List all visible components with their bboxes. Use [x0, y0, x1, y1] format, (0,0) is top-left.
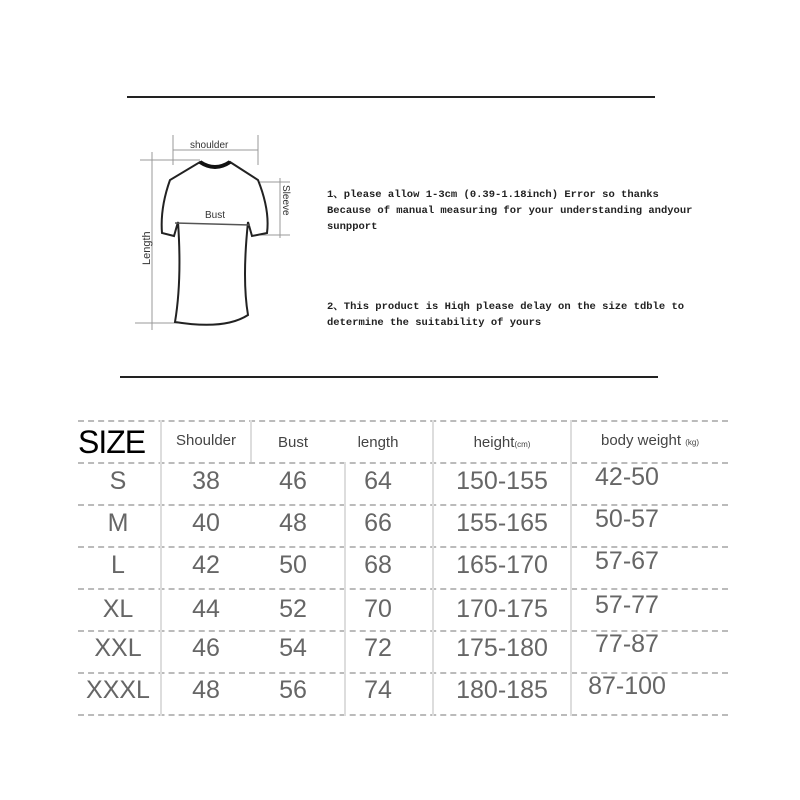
cell-length: 64 [364, 467, 392, 495]
sleeve-label: Sleeve [280, 185, 291, 216]
cell-length: 74 [364, 676, 392, 704]
tshirt-measurement-diagram [130, 130, 310, 340]
header-bust: Bust [277, 434, 308, 451]
header-height-unit: (cm) [514, 440, 531, 449]
cell-bust: 48 [279, 509, 307, 537]
bust-label: Bust [205, 210, 226, 221]
cell-height: 150-155 [456, 467, 548, 495]
header-weight [572, 432, 728, 449]
cell-height: 165-170 [456, 551, 548, 579]
header-weight-label: body weight [600, 432, 682, 449]
cell-bust: 52 [279, 595, 307, 623]
cell-shoulder: 42 [192, 551, 220, 579]
cell-height: 175-180 [456, 634, 548, 662]
cell-size: XXL [94, 634, 142, 662]
note-line: 2、This product is Hiqh please delay on the size tdble to [327, 301, 685, 313]
cell-weight: 50-57 [595, 505, 659, 533]
note-line: determine the suitability of yours [327, 317, 542, 329]
note-line: sunpport [327, 221, 378, 233]
shoulder-label: shoulder [190, 140, 229, 151]
cell-height: 170-175 [456, 595, 548, 623]
cell-height: 155-165 [456, 509, 548, 537]
cell-weight: 57-67 [595, 547, 659, 575]
header-height-label: height [473, 434, 515, 451]
cell-length: 72 [364, 634, 392, 662]
note-line: 1、please allow 1-3cm (0.39-1.18inch) Error so thanks [327, 189, 659, 201]
cell-height: 180-185 [456, 676, 548, 704]
cell-length: 66 [364, 509, 392, 537]
size-table [78, 420, 730, 720]
cell-weight: 87-100 [588, 672, 666, 700]
cell-weight: 42-50 [595, 463, 659, 491]
cell-length: 70 [364, 595, 392, 623]
cell-shoulder: 40 [192, 509, 220, 537]
cell-shoulder: 38 [192, 467, 220, 495]
cell-size: L [111, 551, 125, 579]
header-shoulder: Shoulder [175, 432, 237, 449]
cell-size: XXXL [86, 676, 150, 704]
cell-weight: 57-77 [595, 591, 659, 619]
note-1 [327, 187, 692, 235]
note-line: Because of manual measuring for your understanding andyour [327, 205, 693, 217]
header-weight-unit: (kg) [685, 438, 699, 447]
header-size: SIZE [78, 424, 146, 460]
top-divider [127, 96, 655, 98]
cell-shoulder: 46 [192, 634, 220, 662]
note-2 [327, 299, 684, 331]
cell-shoulder: 44 [192, 595, 220, 623]
cell-bust: 56 [279, 676, 307, 704]
length-label: Length [141, 231, 153, 265]
cell-weight: 77-87 [595, 630, 659, 658]
cell-bust: 46 [279, 467, 307, 495]
cell-bust: 50 [279, 551, 307, 579]
header-length: length [357, 434, 399, 451]
cell-size: S [109, 467, 127, 495]
cell-length: 68 [364, 551, 392, 579]
header-height [434, 434, 570, 451]
cell-shoulder: 48 [192, 676, 220, 704]
cell-size: XL [102, 595, 134, 623]
cell-size: M [107, 509, 129, 537]
cell-bust: 54 [279, 634, 307, 662]
bottom-divider [120, 376, 658, 378]
